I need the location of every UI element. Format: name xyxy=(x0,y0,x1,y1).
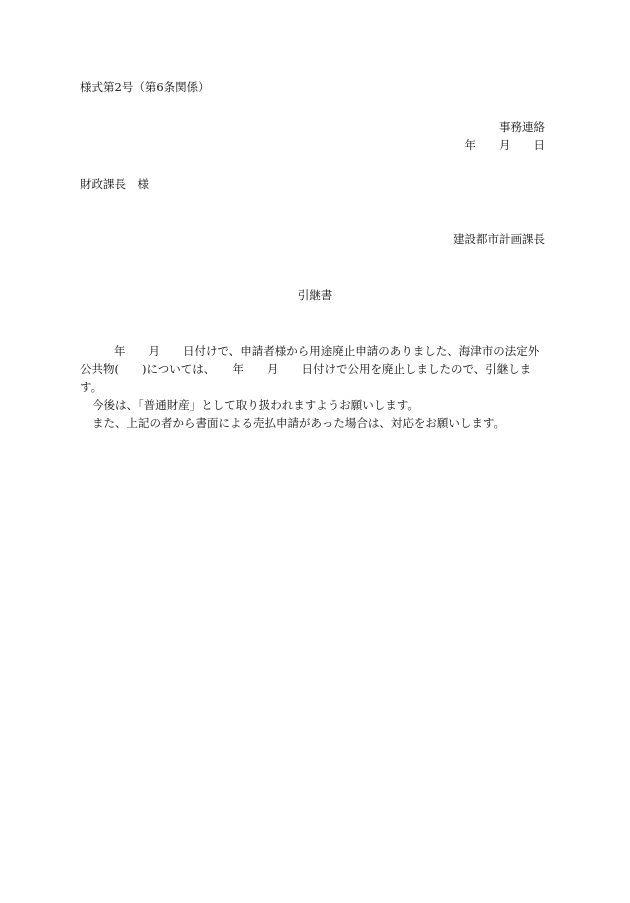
addressee: 財政課長 様 xyxy=(80,177,149,191)
body-paragraph-2: 今後は、「普通財産」として取り扱われますようお願いします。 xyxy=(92,398,419,412)
body-paragraph-1: 年 月 日付けで、申請者様から用途廃止申請のありました、海津市の法定外公共物( )については、 年 月 日付けで公用を廃止しましたので、引継します。 xyxy=(80,344,540,394)
document-type-label: 事務連絡 xyxy=(499,120,545,134)
body-paragraph-3: また、上記の者から書面による売払申請があった場合は、対応をお願いします。 xyxy=(92,416,505,430)
document-body xyxy=(80,342,550,432)
date-line: 年 月 日 xyxy=(464,138,545,152)
form-number-label: 様式第2号（第6条関係） xyxy=(80,80,210,94)
document-title: 引継書 xyxy=(297,288,333,302)
sender: 建設都市計画課長 xyxy=(453,232,545,246)
